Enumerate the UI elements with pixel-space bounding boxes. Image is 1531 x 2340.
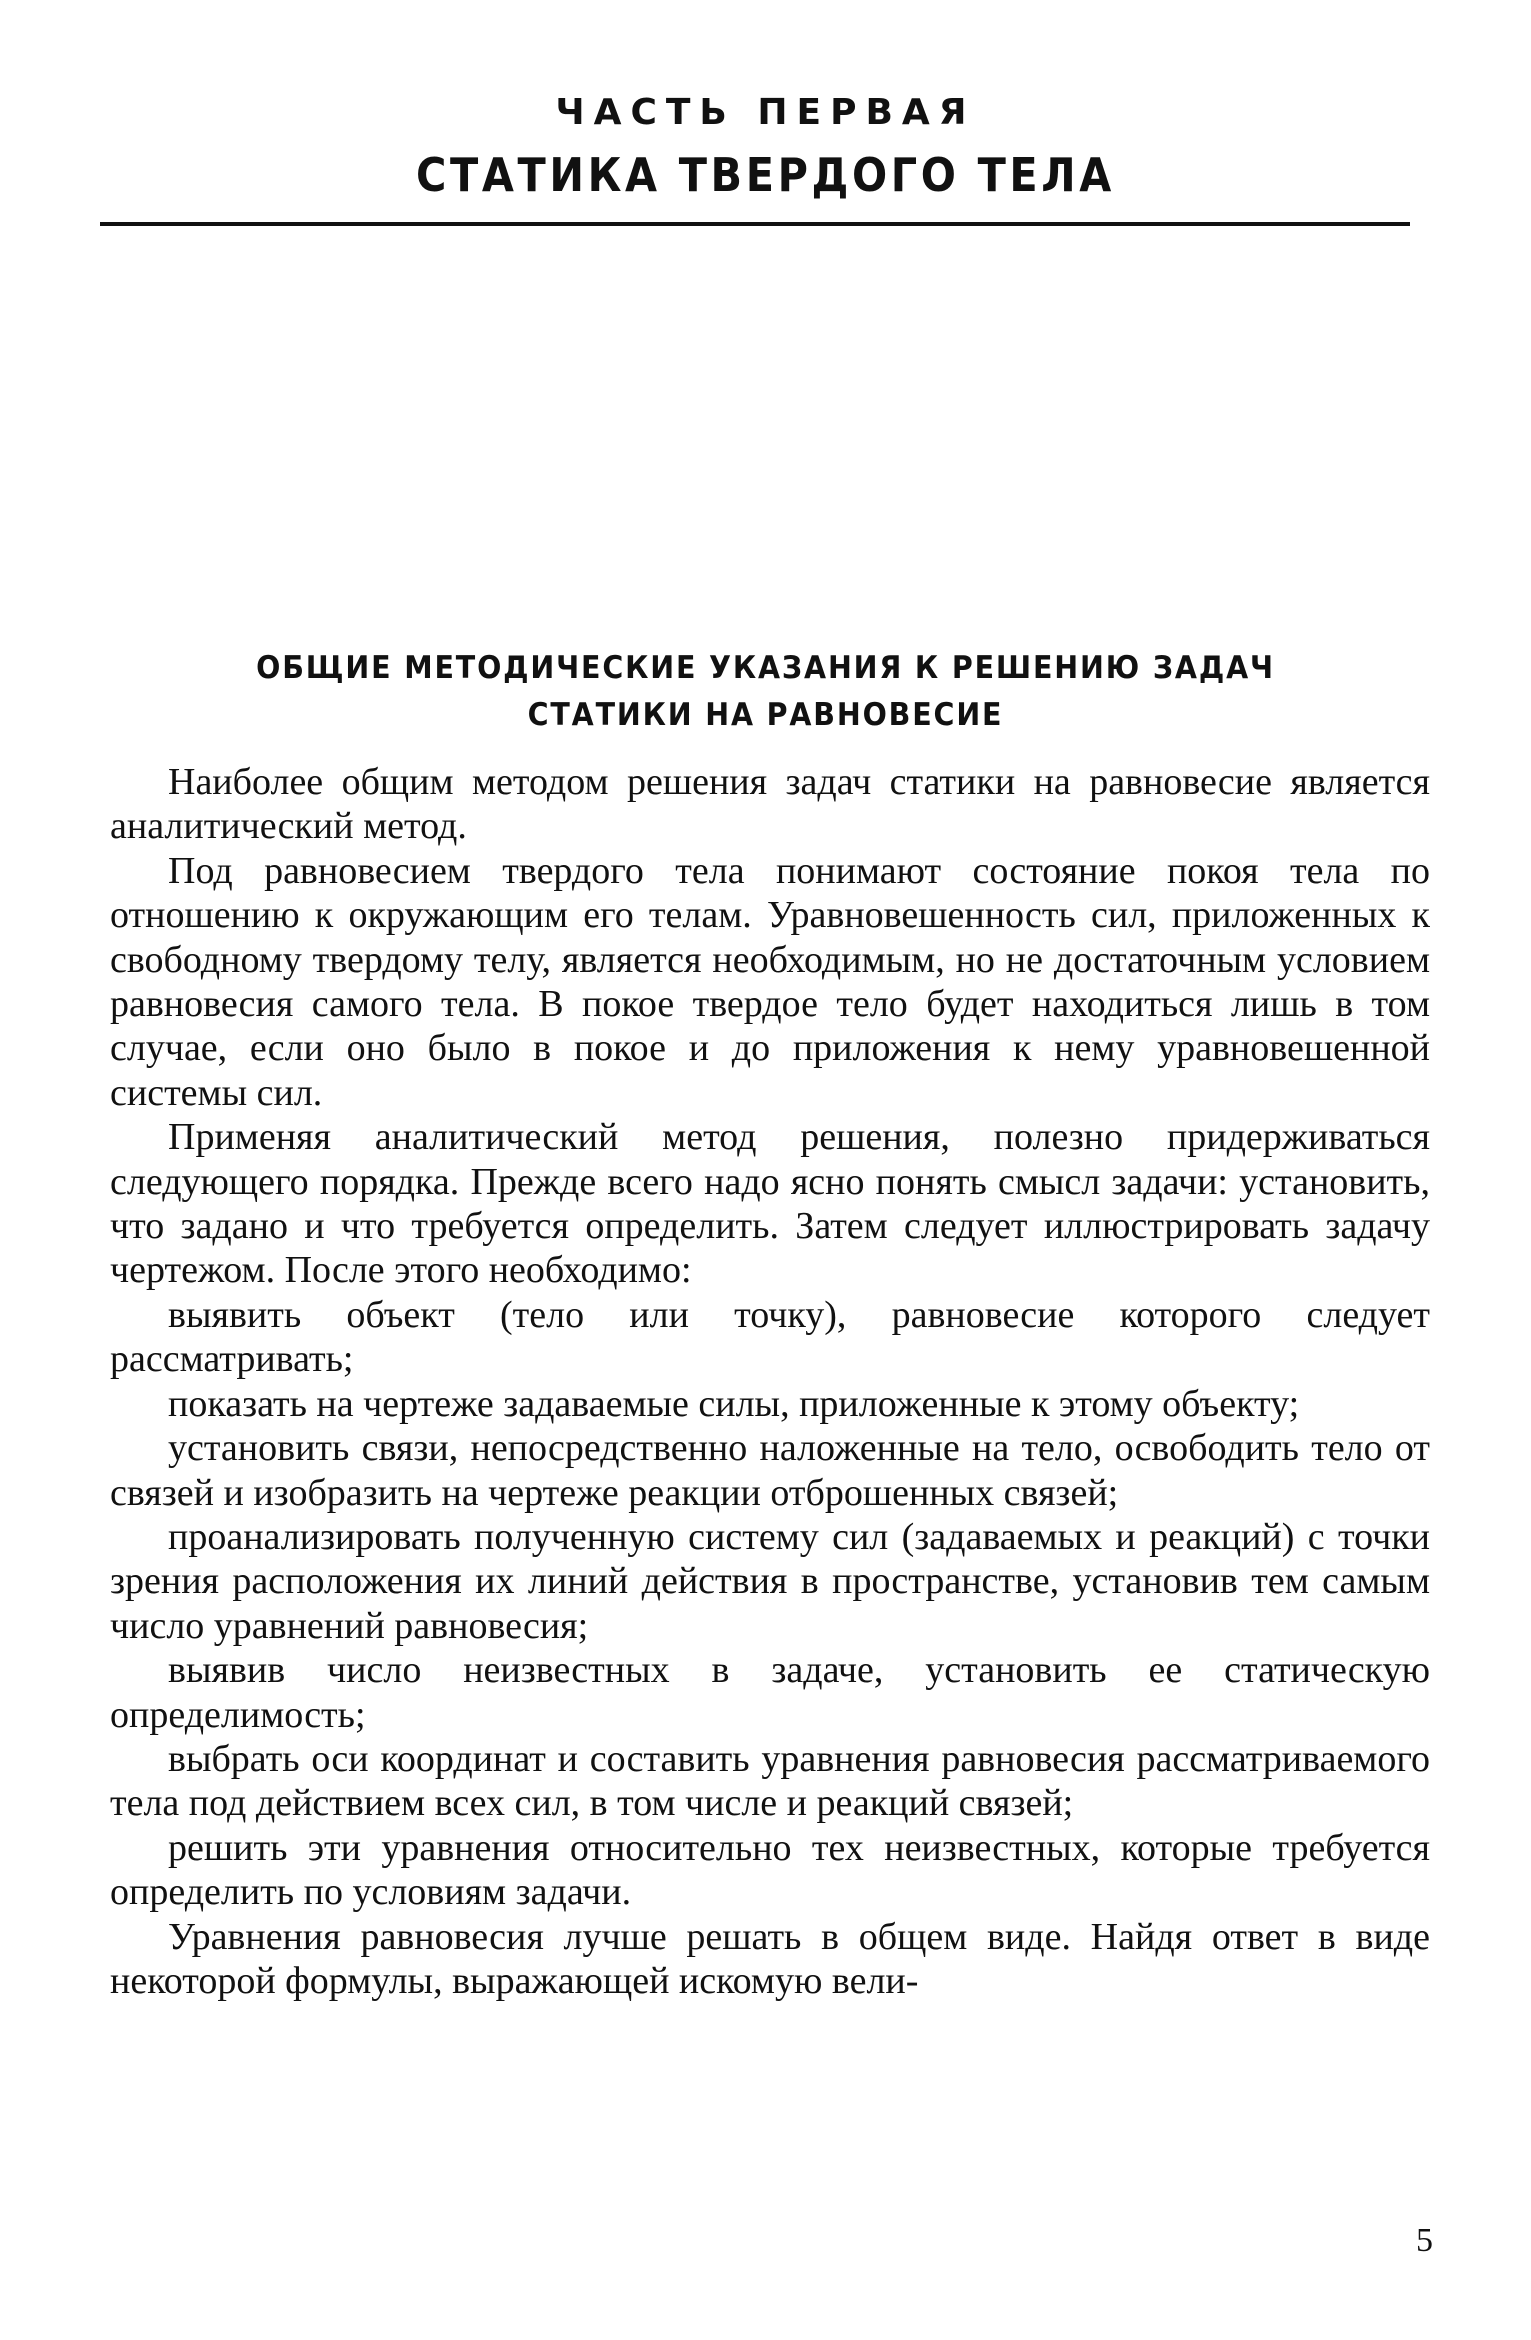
paragraph-method-order: Применяя аналитический метод решения, полезно придерживаться следующего порядка. Прежде всего надо ясно понять смысл задачи: установить, что задано и что требуется определить. Затем следует иллюстрировать задачу чертежом. После этого необходимо:: [110, 1116, 1430, 1292]
step-solve-equations: решить эти уравнения относительно тех неизвестных, которые требуется определить по условиям задачи.: [110, 1826, 1430, 1914]
step-release-constraints: установить связи, непосредственно наложенные на тело, освободить тело от связей и изобразить на чертеже реакции отброшенных связей;: [110, 1427, 1430, 1514]
header-rule: [100, 222, 1410, 226]
section-heading: [0, 645, 1531, 739]
section-heading-line-2: СТАТИКИ НА РАВНОВЕСИЕ: [527, 697, 1004, 733]
part-label: ЧАСТЬ ПЕРВАЯ: [555, 92, 976, 133]
part-title: СТАТИКА ТВЕРДОГО ТЕЛА: [416, 148, 1115, 202]
step-choose-axes: выбрать оси координат и составить уравнения равновесия рассматриваемого тела под действием всех сил, в том числе и реакций связей;: [110, 1737, 1430, 1825]
step-show-forces: показать на чертеже задаваемые силы, приложенные к этому объекту;: [168, 1382, 1300, 1425]
section-heading-line-1: ОБЩИЕ МЕТОДИЧЕСКИЕ УКАЗАНИЯ К РЕШЕНИЮ ЗАДАЧ: [256, 650, 1275, 686]
paragraph-equilibrium-definition: Под равновесием твердого тела понимают состояние покоя тела по отношению к окружающим его телам. Уравновешенность сил, приложенных к свободному твердому телу, является необходимым, но не достаточным условием равновесия самого тела. В покое твердое тело будет находиться лишь в том случае, если оно было в покое и до приложения к нему уравновешенной системы сил.: [110, 849, 1430, 1114]
body-text: [110, 760, 1430, 2003]
page-number: 5: [1416, 2222, 1433, 2259]
step-static-determinacy: выявив число неизвестных в задаче, установить ее статическую определимость;: [110, 1649, 1430, 1736]
paragraph-intro: Наиболее общим методом решения задач статики на равновесие является аналитический метод.: [110, 761, 1430, 848]
paragraph-general-form: Уравнения равновесия лучше решать в общем виде. Найдя ответ в виде некоторой формулы, выражающей искомую вели-: [110, 1915, 1430, 2002]
step-analyze-system: проанализировать полученную систему сил (задаваемых и реакций) с точки зрения расположения их линий действия в пространстве, установив тем самым число уравнений равновесия;: [110, 1515, 1430, 1647]
step-identify-object: выявить объект (тело или точку), равновесие которого следует рассматривать;: [110, 1293, 1430, 1381]
